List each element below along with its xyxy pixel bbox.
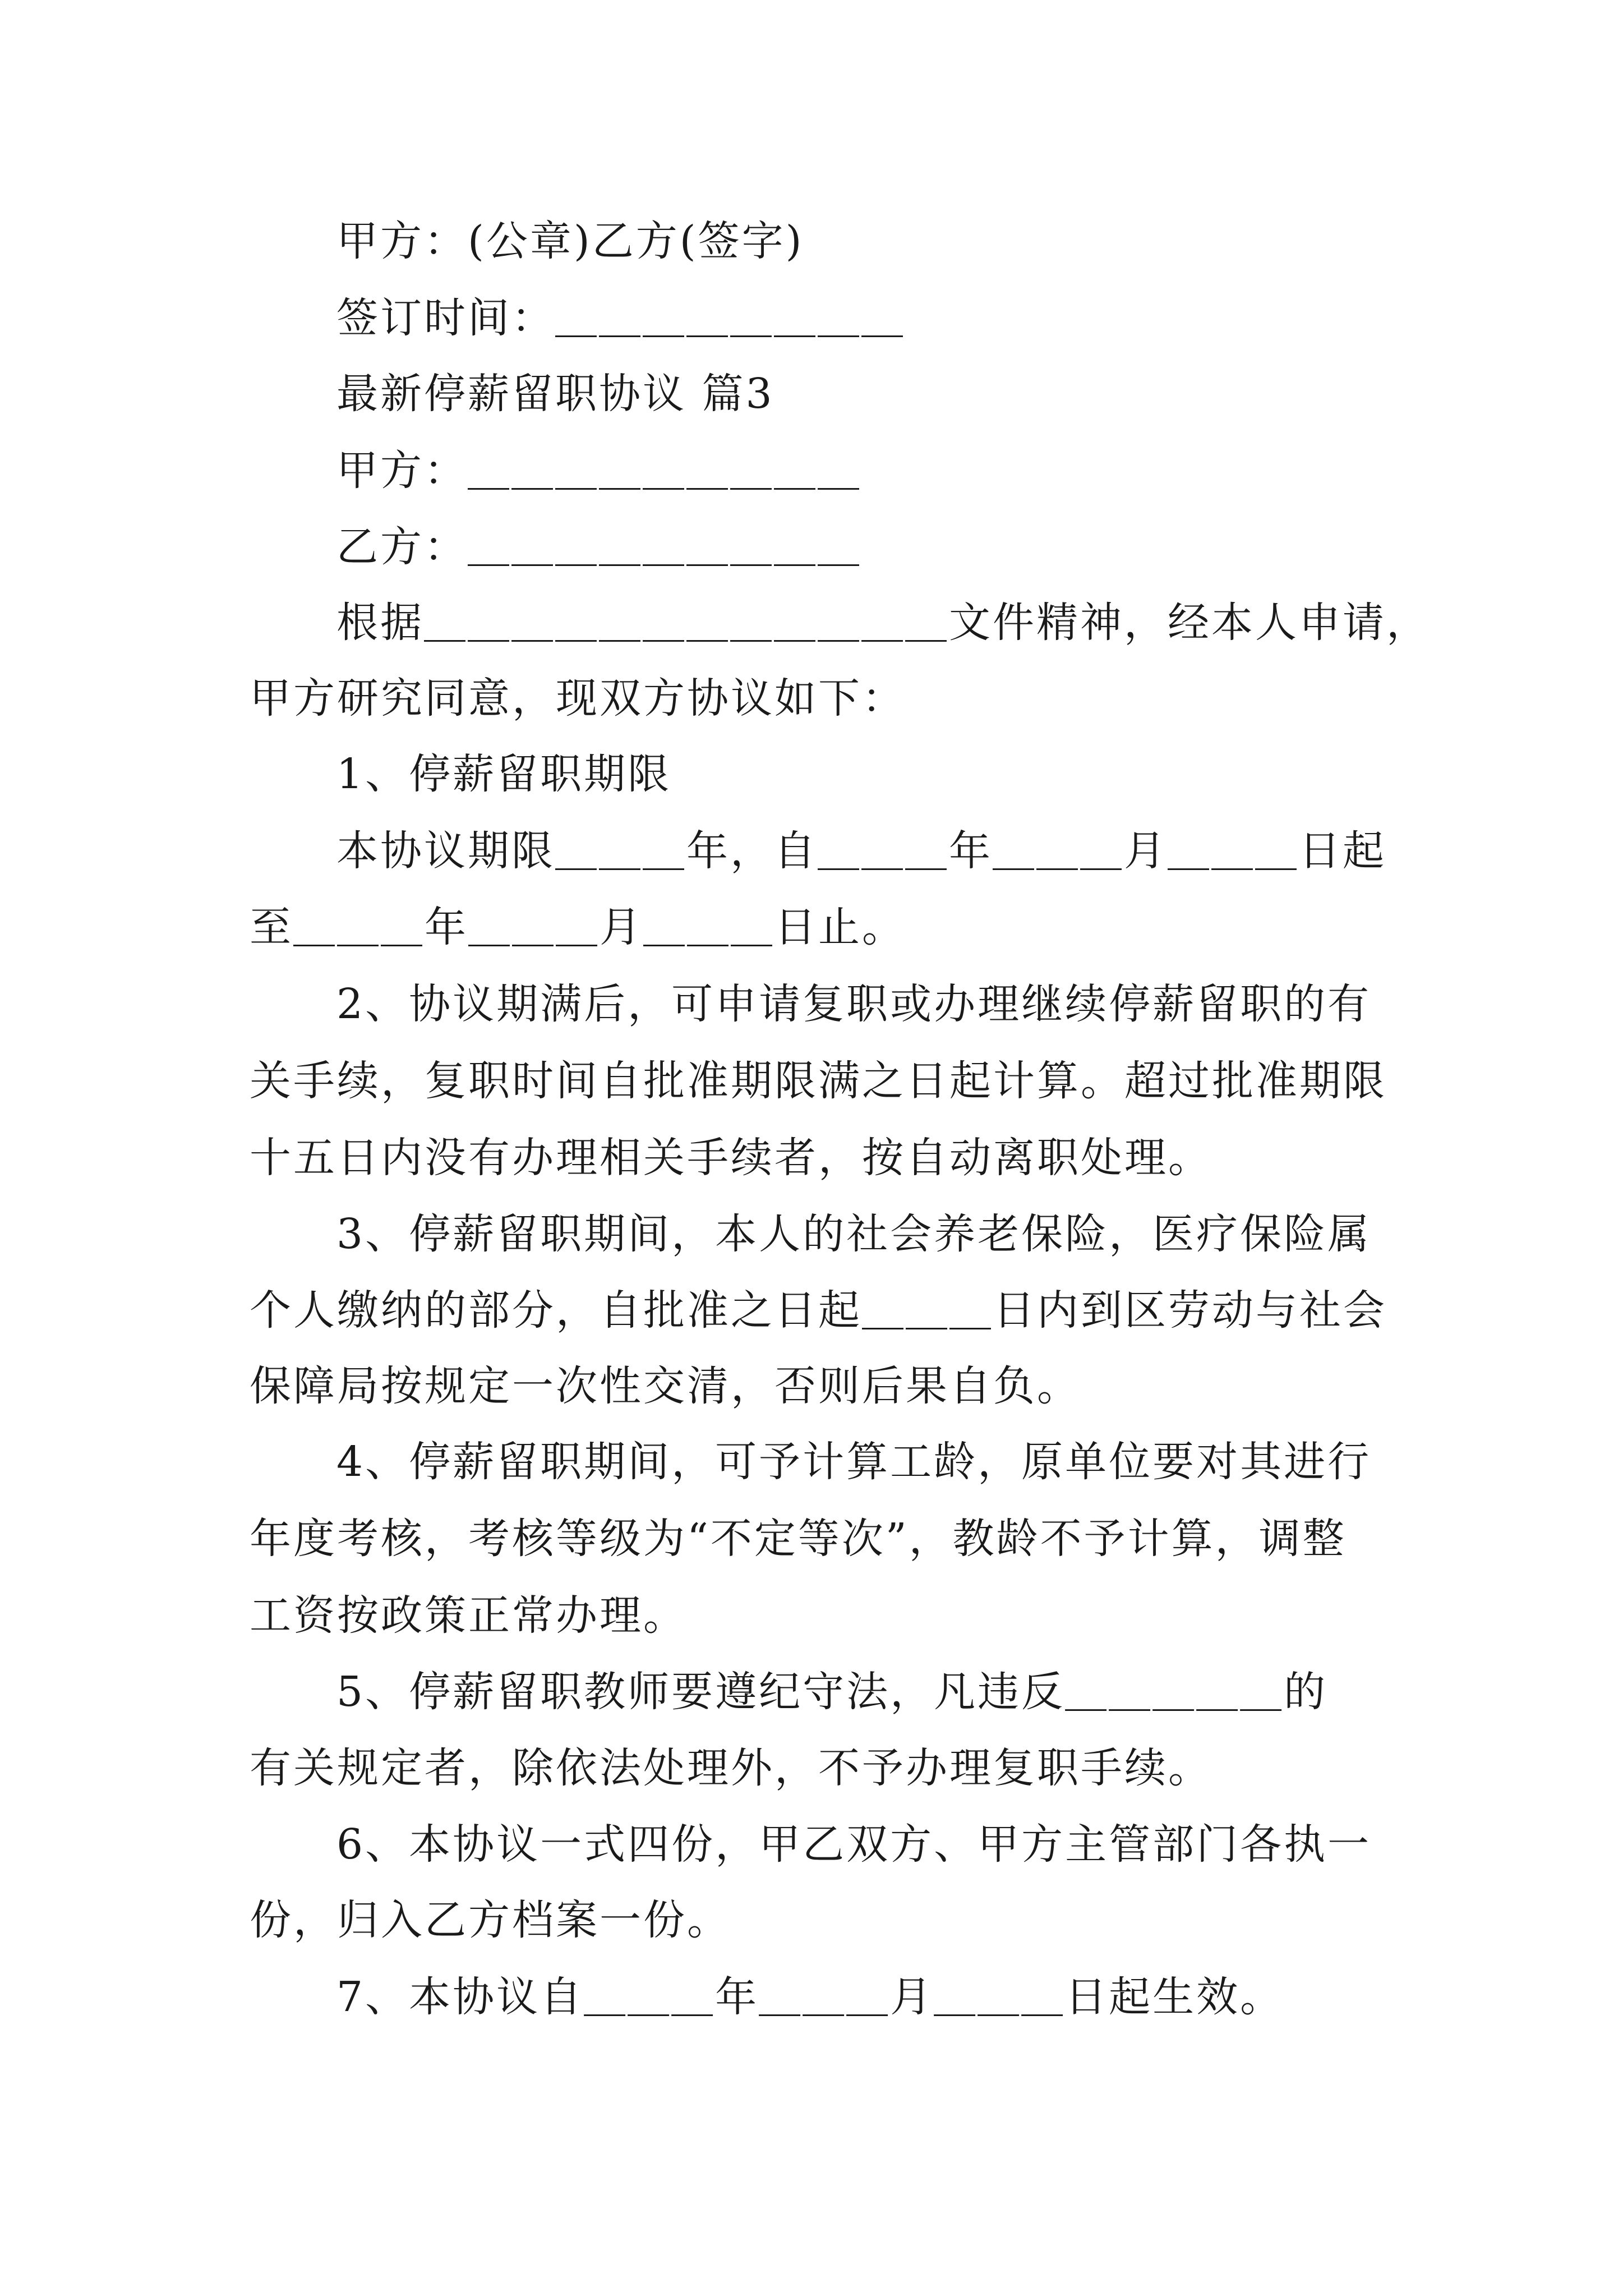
paragraph-line: 7、本协议自＿＿＿年＿＿＿月＿＿＿日起生效。 [336, 1973, 1284, 2021]
paragraph-line: 有关规定者，除依法处理外，不予办理复职手续。 [250, 1744, 1212, 1792]
paragraph-line: 关手续，复职时间自批准期限满之日起计算。超过批准期限 [250, 1057, 1387, 1105]
paragraph-line: 3、停薪留职期间，本人的社会养老保险，医疗保险属 [336, 1210, 1372, 1258]
paragraph-line: 年度考核，考核等级为“不定等次”，教龄不予计算，调整 [250, 1515, 1347, 1563]
party-a-line: 甲方：＿＿＿＿＿＿＿＿＿ [336, 447, 861, 495]
paragraph-line: 本协议期限＿＿＿年，自＿＿＿年＿＿＿月＿＿＿日起 [336, 827, 1386, 875]
paragraph-line: 工资按政策正常办理。 [250, 1591, 687, 1640]
paragraph-line: 5、停薪留职教师要遵纪守法，凡违反＿＿＿＿＿的 [336, 1668, 1328, 1716]
paragraph-line: 个人缴纳的部分，自批准之日起＿＿＿日内到区劳动与社会 [250, 1286, 1387, 1335]
signature-line: 甲方：(公章)乙方(签字) [336, 217, 804, 265]
signing-date-line: 签订时间：＿＿＿＿＿＿＿＿ [336, 294, 905, 342]
paragraph-line: 至＿＿＿年＿＿＿月＿＿＿日止。 [250, 903, 906, 951]
party-b-line: 乙方：＿＿＿＿＿＿＿＿＿ [336, 523, 861, 571]
clause-heading: 1、停薪留职期限 [336, 750, 672, 798]
paragraph-line: 根据＿＿＿＿＿＿＿＿＿＿＿＿文件精神，经本人申请， [336, 599, 1430, 647]
paragraph-line: 十五日内没有办理相关手续者，按自动离职处理。 [250, 1134, 1212, 1182]
paragraph-line: 份，归入乙方档案一份。 [250, 1896, 731, 1944]
paragraph-line: 2、协议期满后，可申请复职或办理继续停薪留职的有 [336, 980, 1372, 1028]
section-title: 最新停薪留职协议 篇3 [336, 370, 774, 418]
paragraph-line: 6、本协议一式四份，甲乙双方、甲方主管部门各执一 [336, 1820, 1372, 1869]
paragraph-line: 保障局按规定一次性交清，否则后果自负。 [250, 1362, 1081, 1410]
paragraph-line: 4、停薪留职期间，可予计算工龄，原单位要对其进行 [336, 1438, 1372, 1486]
paragraph-line: 甲方研究同意，现双方协议如下： [250, 674, 906, 723]
